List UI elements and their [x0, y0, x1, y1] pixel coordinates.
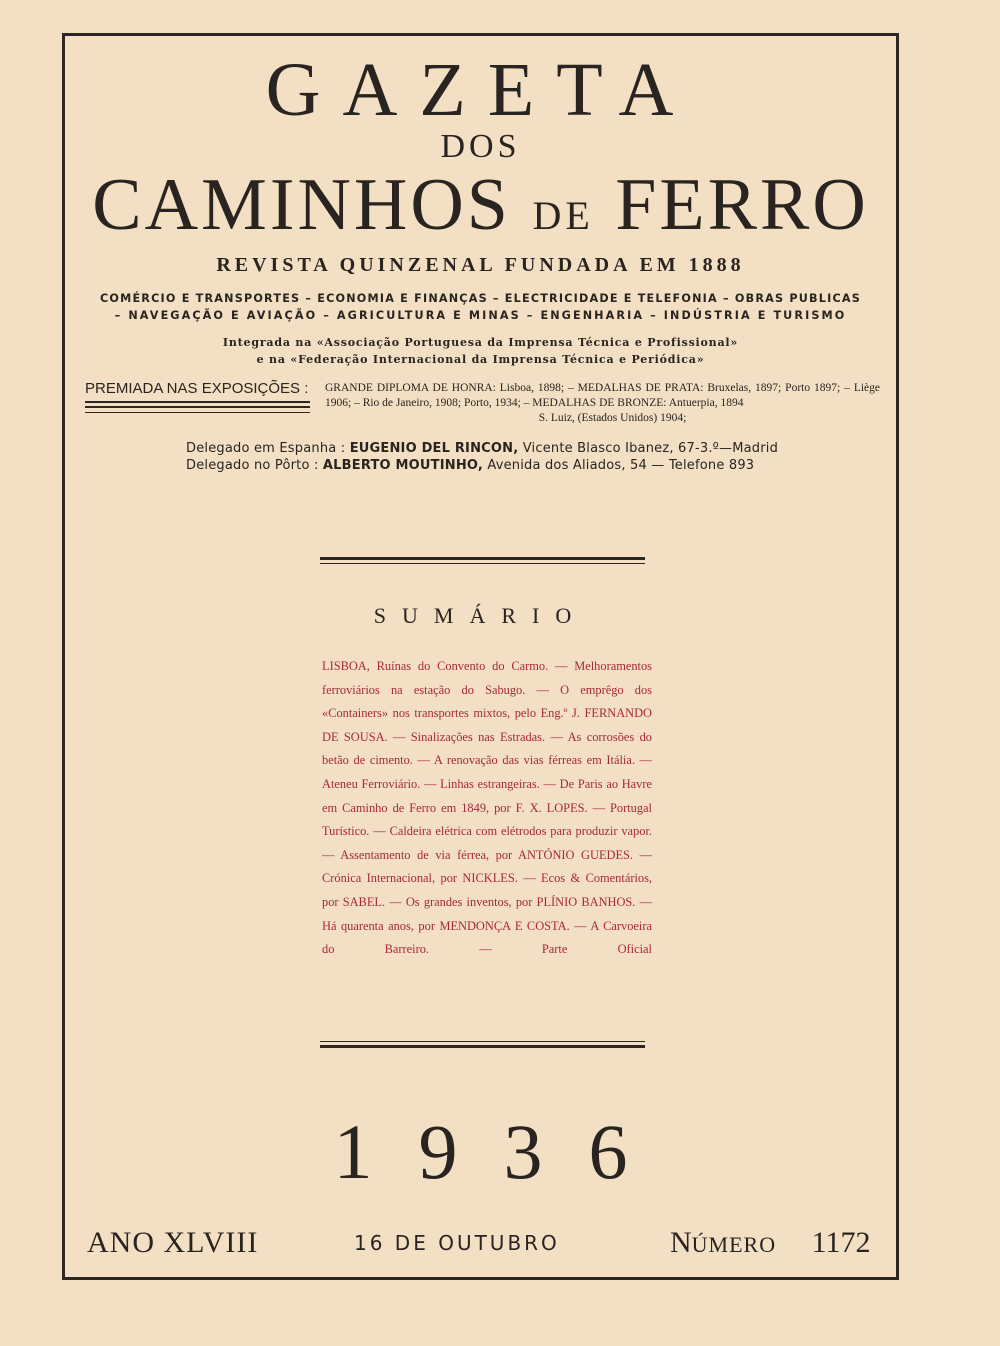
delegate-porto-label: Delegado no Pôrto : [186, 458, 319, 473]
summary-body: LISBOA, Ruínas do Convento do Carmo. — Melhoramentos ferroviários na estação do Sabugo. — O emprêgo dos «Containers» nos transportes mixtos, pelo Eng.º J. FERNANDO DE SOUSA. — Sinalizações nas Estradas. — As corrosões do betão de cimento. — A renovação das vias férreas em Itália. — Ateneu Ferroviário. — Linhas estrangeiras. — De Paris ao Havre em Caminho de Ferro em 1849, por F. X. LOPES. — Portugal Turístico. — Caldeira elétrica com elétrodos para produzir vapor. — Assentamento de via férrea, por ANTÓNIO GUEDES. — Crónica Internacional, por NICKLES. — Ecos & Comentários, por SABEL. — Os grandes inventos, por PLÍNIO BANHOS. — Há quarenta anos, por MENDONÇA E COSTA. — A Carvoeira do Barreiro. — Parte Oficial [322, 659, 652, 957]
topics-line-1: COMÉRCIO E TRANSPORTES – ECONOMIA E FINANÇAS – ELECTRICIDADE E TELEFONIA – OBRAS PUBLICAS [100, 292, 861, 305]
summary-bottom-rule-thin [320, 1041, 645, 1042]
awards-rule [85, 401, 310, 403]
summary-text [322, 655, 652, 962]
delegate-porto [186, 458, 754, 473]
issue-number-label-a: N [670, 1226, 692, 1259]
issue-number-value: 1172 [811, 1226, 871, 1259]
delegate-spain [186, 441, 778, 456]
summary-bottom-rule [320, 1045, 645, 1048]
awards-label: PREMIADA NAS EXPOSIÇÕES : [85, 380, 309, 397]
delegate-spain-name: EUGENIO DEL RINCON, [349, 441, 519, 456]
delegate-spain-address: Vicente Blasco Ibanez, 67-3.º—Madrid [522, 441, 779, 456]
masthead-ferro: FERRO [615, 164, 869, 246]
awards-rule [85, 406, 310, 408]
awards-text-last: S. Luiz, (Estados Unidos) 1904; [538, 412, 687, 424]
topics-line-2: – NAVEGAÇÃO E AVIAÇÃO – AGRICULTURA E MINAS – ENGENHARIA – INDÚSTRIA E TURISMO [114, 309, 847, 322]
masthead-caminhos-de-ferro [62, 164, 899, 246]
masthead-subtitle: REVISTA QUINZENAL FUNDADA EM 1888 [216, 254, 745, 276]
integration-line-1: Integrada na «Associação Portuguesa da Imprensa Técnica e Profissional» [222, 336, 739, 349]
delegate-spain-label: Delegado em Espanha : [186, 441, 346, 456]
awards-text [325, 381, 880, 426]
summary-heading: SUMÁRIO [373, 603, 588, 628]
issue-year: 1936 [333, 1108, 674, 1195]
masthead-caminhos: CAMINHOS [92, 164, 511, 246]
masthead-dos: DOS [440, 128, 521, 165]
integration-line-2: e na «Federação Internacional da Imprensa Técnica e Periódica» [256, 353, 705, 366]
issue-number-label-b: ÚMERO [691, 1232, 777, 1257]
masthead-de: DE [532, 193, 594, 238]
summary-top-rule-thin [320, 563, 645, 564]
issue-volume: ANO XLVIII [87, 1226, 259, 1259]
awards-text-main: GRANDE DIPLOMA DE HONRA: Lisboa, 1898; – MEDALHAS DE PRATA: Bruxelas, 1897; Porto 1897; – Liège 1906; – Rio de Janeiro, 1908; Porto, 1934; – MEDALHAS DE BRONZE: Antuerpia, 1894 [325, 382, 880, 409]
delegate-porto-name: ALBERTO MOUTINHO, [322, 458, 484, 473]
delegate-porto-address: Avenida dos Aliados, 54 — Telefone 893 [487, 458, 755, 473]
awards-rule [85, 412, 310, 413]
issue-number [670, 1226, 871, 1260]
summary-top-rule [320, 557, 645, 560]
masthead-gazeta: GAZETA [265, 48, 696, 132]
issue-date: 16 DE OUTUBRO [354, 1231, 560, 1255]
